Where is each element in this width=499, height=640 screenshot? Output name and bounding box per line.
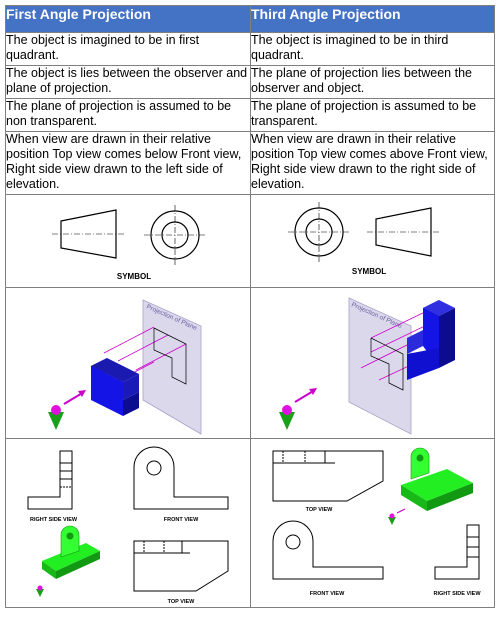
third-angle-views-cell bbox=[251, 439, 495, 608]
cell-third-quadrant: The object is imagined to be in third quadrant. bbox=[251, 33, 495, 66]
front-view-label: FRONT VIEW bbox=[163, 517, 199, 523]
projection-comparison-table bbox=[5, 5, 495, 608]
header-first-angle: First Angle Projection bbox=[6, 6, 251, 33]
symbol-row bbox=[6, 195, 495, 288]
observer-eye-icon bbox=[388, 509, 405, 525]
first-angle-3d-cell bbox=[6, 288, 251, 439]
l-shaped-block bbox=[91, 358, 139, 416]
third-angle-symbol bbox=[251, 195, 495, 287]
symbol-label: SYMBOL bbox=[351, 267, 387, 276]
top-view-drawing bbox=[273, 451, 383, 501]
cell-third-position: The plane of projection lies between the observer and object. bbox=[251, 66, 495, 99]
projection-3d-row bbox=[6, 288, 495, 439]
third-angle-symbol-cell bbox=[251, 195, 495, 288]
cell-third-layout: When view are drawn in their relative position Top view comes above Front view, Right side view drawn to the right side of elevation. bbox=[251, 132, 495, 195]
third-angle-3d-illustration bbox=[251, 288, 495, 438]
top-view-label: TOP VIEW bbox=[305, 507, 333, 513]
front-view-drawing bbox=[273, 521, 383, 579]
orthographic-views-row bbox=[6, 439, 495, 608]
table-row bbox=[6, 33, 495, 66]
third-angle-3d-cell bbox=[251, 288, 495, 439]
green-object-icon bbox=[401, 448, 473, 511]
observer-eye-icon bbox=[36, 586, 44, 598]
top-view-label: TOP VIEW bbox=[167, 599, 195, 605]
right-side-view-label: RIGHT SIDE VIEW bbox=[30, 517, 78, 523]
first-angle-symbol bbox=[6, 195, 251, 287]
l-shaped-block bbox=[407, 300, 455, 380]
symbol-label: SYMBOL bbox=[116, 272, 152, 281]
observer-eye-icon bbox=[279, 388, 317, 430]
first-angle-3d-illustration bbox=[6, 288, 251, 438]
first-angle-views bbox=[6, 439, 251, 607]
front-view-label: FRONT VIEW bbox=[309, 591, 345, 597]
cell-first-layout: When view are drawn in their relative position Top view comes below Front view, Right side view drawn to the left side of elevation. bbox=[6, 132, 251, 195]
table-row bbox=[6, 99, 495, 132]
first-angle-symbol-cell bbox=[6, 195, 251, 288]
right-side-view-drawing bbox=[28, 451, 72, 509]
cell-first-position: The object is lies between the observer and plane of projection. bbox=[6, 66, 251, 99]
plane-label: Projection of Plane bbox=[145, 303, 198, 333]
right-side-view-drawing bbox=[435, 525, 479, 579]
cell-first-quadrant: The object is imagined to be in first quadrant. bbox=[6, 33, 251, 66]
front-view-drawing bbox=[134, 447, 228, 509]
right-side-view-label: RIGHT SIDE VIEW bbox=[433, 591, 481, 597]
plane-label: Projection of Plane bbox=[350, 301, 403, 331]
cell-first-transparency: The plane of projection is assumed to be non transparent. bbox=[6, 99, 251, 132]
header-third-angle: Third Angle Projection bbox=[251, 6, 495, 33]
third-angle-views bbox=[251, 439, 495, 607]
table-row bbox=[6, 66, 495, 99]
cell-third-transparency: The plane of projection is assumed to be transparent. bbox=[251, 99, 495, 132]
top-view-drawing bbox=[134, 541, 228, 591]
green-object-icon bbox=[42, 526, 100, 579]
observer-eye-icon bbox=[48, 390, 86, 430]
comparison-sheet bbox=[5, 5, 494, 636]
first-angle-views-cell bbox=[6, 439, 251, 608]
table-row bbox=[6, 132, 495, 195]
